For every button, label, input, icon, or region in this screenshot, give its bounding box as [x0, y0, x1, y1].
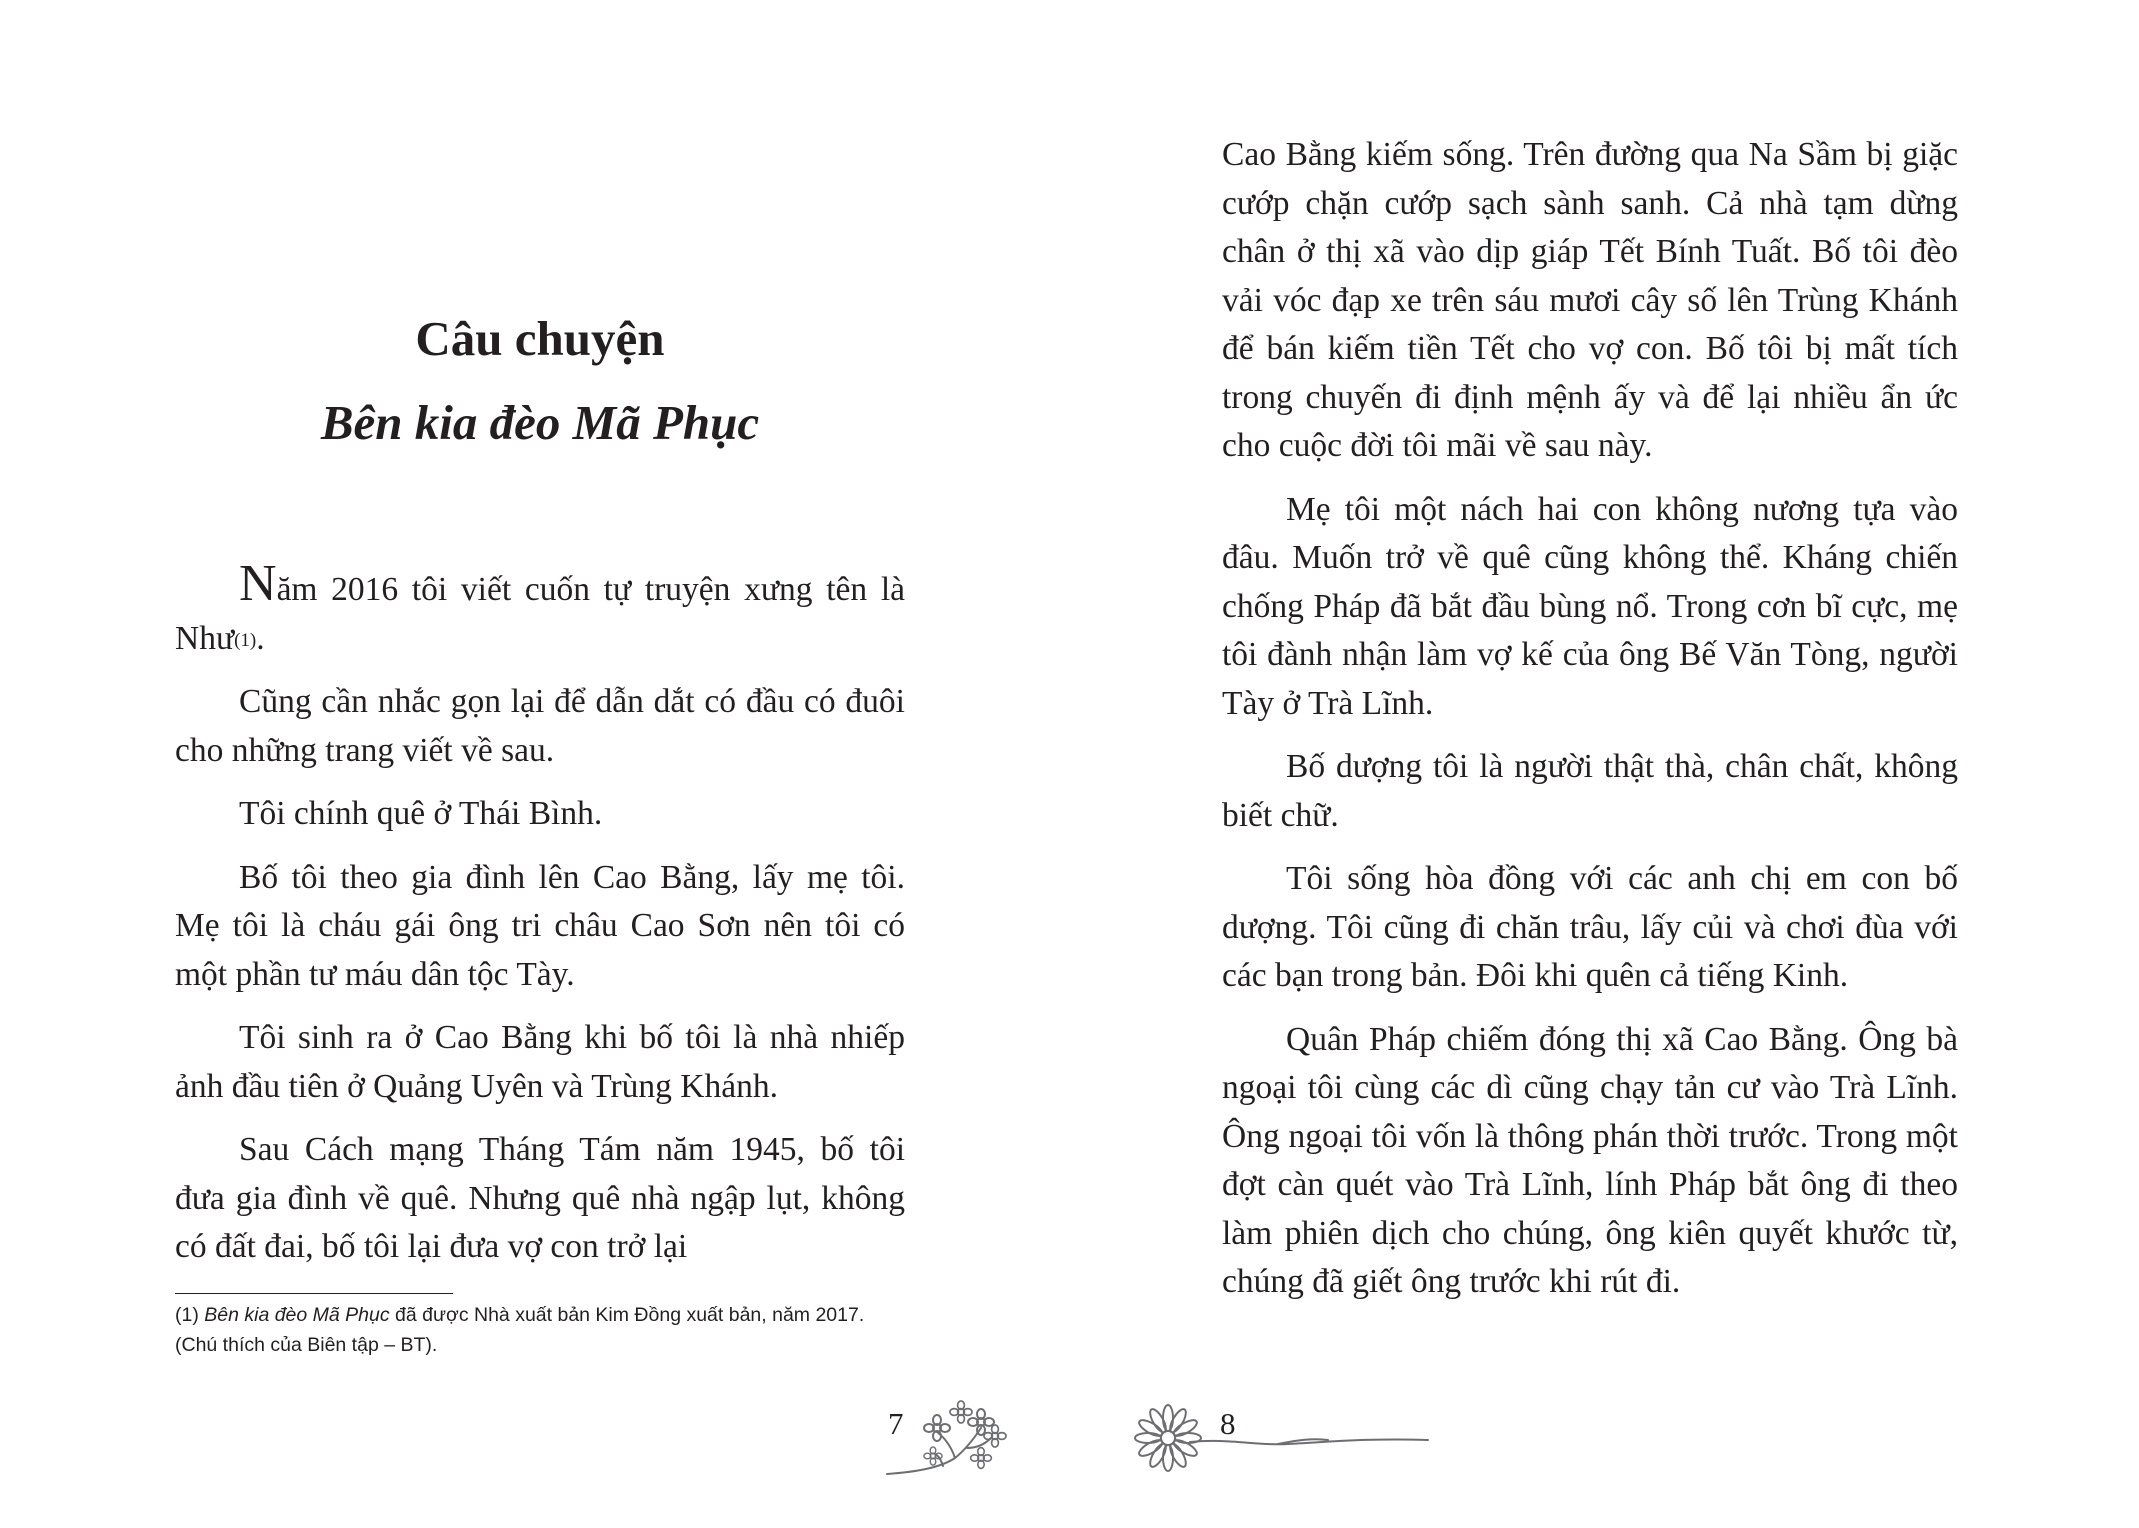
footnote: [175, 1300, 910, 1360]
paragraph: Quân Pháp chiếm đóng thị xã Cao Bằng. Ông bà ngoại tôi cùng các dì cũng chạy tản cư vào Trà Lĩnh. Ông ngoại tôi vốn là thông phán thời trước. Trong một đợt càn quét vào Trà Lĩnh, lính Pháp bắt ông đi theo làm phiên dịch cho chúng, ông kiên quyết khước từ, chúng đã giết ông trước khi rút đi.: [1222, 1020, 1958, 1300]
drop-cap: N: [239, 555, 277, 612]
chapter-title: [170, 308, 910, 454]
right-body-text: [1222, 131, 1958, 1322]
footnote-text: đã được Nhà xuất bản Kim Đồng xuất bản, năm 2017. (Chú thích của Biên tập – BT).: [175, 1304, 865, 1356]
paragraph-end: .: [256, 619, 265, 657]
footnote-title: Bên kia đèo Mã Phục: [204, 1304, 390, 1326]
paragraph: [175, 555, 905, 663]
paragraph: Tôi chính quê ở Thái Bình.: [239, 795, 603, 832]
paragraph: Sau Cách mạng Tháng Tám năm 1945, bố tôi đưa gia đình về quê. Nhưng quê nhà ngập lụt, không có đất đai, bố tôi lại đưa vợ con trở lại: [175, 1131, 905, 1265]
paragraph: Tôi sống hòa đồng với các anh chị em con bố dượng. Tôi cũng đi chăn trâu, lấy củi và chơi đùa với các bạn trong bản. Đôi khi quên cả tiếng Kinh.: [1222, 860, 1958, 994]
footnote-ref[interactable]: (1): [234, 629, 257, 651]
page-number-left: 7: [888, 1406, 904, 1441]
flower-sprig-icon: [885, 1398, 1010, 1478]
paragraph-text: ăm 2016 tôi viết cuốn tự truyện xưng tên là Như: [175, 571, 905, 657]
page-number-right: 8: [1220, 1406, 1236, 1441]
footnote-number: (1): [175, 1304, 205, 1326]
chapter-title-line1: Câu chuyện: [415, 311, 665, 366]
paragraph: Tôi sinh ra ở Cao Bằng khi bố tôi là nhà nhiếp ảnh đầu tiên ở Quảng Uyên và Trùng Khánh.: [175, 1019, 905, 1105]
right-page: [1069, 0, 2139, 1528]
footnote-divider: [175, 1293, 453, 1294]
chapter-title-line2: Bên kia đèo Mã Phục: [320, 395, 760, 450]
left-page: [0, 0, 1069, 1528]
paragraph: Bố dượng tôi là người thật thà, chân chất, không biết chữ.: [1222, 748, 1958, 834]
paragraph: Cũng cần nhắc gọn lại để dẫn dắt có đầu có đuôi cho những trang viết về sau.: [175, 683, 905, 769]
paragraph: Cao Bằng kiếm sống. Trên đường qua Na Sầm bị giặc cướp chặn cướp sạch sành sanh. Cả nhà tạm dừng chân ở thị xã vào dịp giáp Tết Bính Tuất. Bố tôi đèo vải vóc đạp xe trên sáu mươi cây số lên Trùng Khánh để bán kiếm tiền Tết cho vợ con. Bố tôi bị mất tích trong chuyến đi định mệnh ấy và để lại nhiều ẩn ức cho cuộc đời tôi mãi về sau này.: [1222, 136, 1958, 464]
daisy-flower-icon: [1128, 1400, 1434, 1472]
left-body-text: [175, 555, 905, 1287]
paragraph: Mẹ tôi một nách hai con không nương tựa vào đâu. Muốn trở về quê cũng không thể. Kháng chiến chống Pháp đã bắt đầu bùng nổ. Trong cơn bĩ cực, mẹ tôi đành nhận làm vợ kế của ông Bế Văn Tòng, người Tày ở Trà Lĩnh.: [1222, 490, 1958, 722]
paragraph: Bố tôi theo gia đình lên Cao Bằng, lấy mẹ tôi. Mẹ tôi là cháu gái ông tri châu Cao Sơn nên tôi có một phần tư máu dân tộc Tày.: [175, 858, 905, 993]
